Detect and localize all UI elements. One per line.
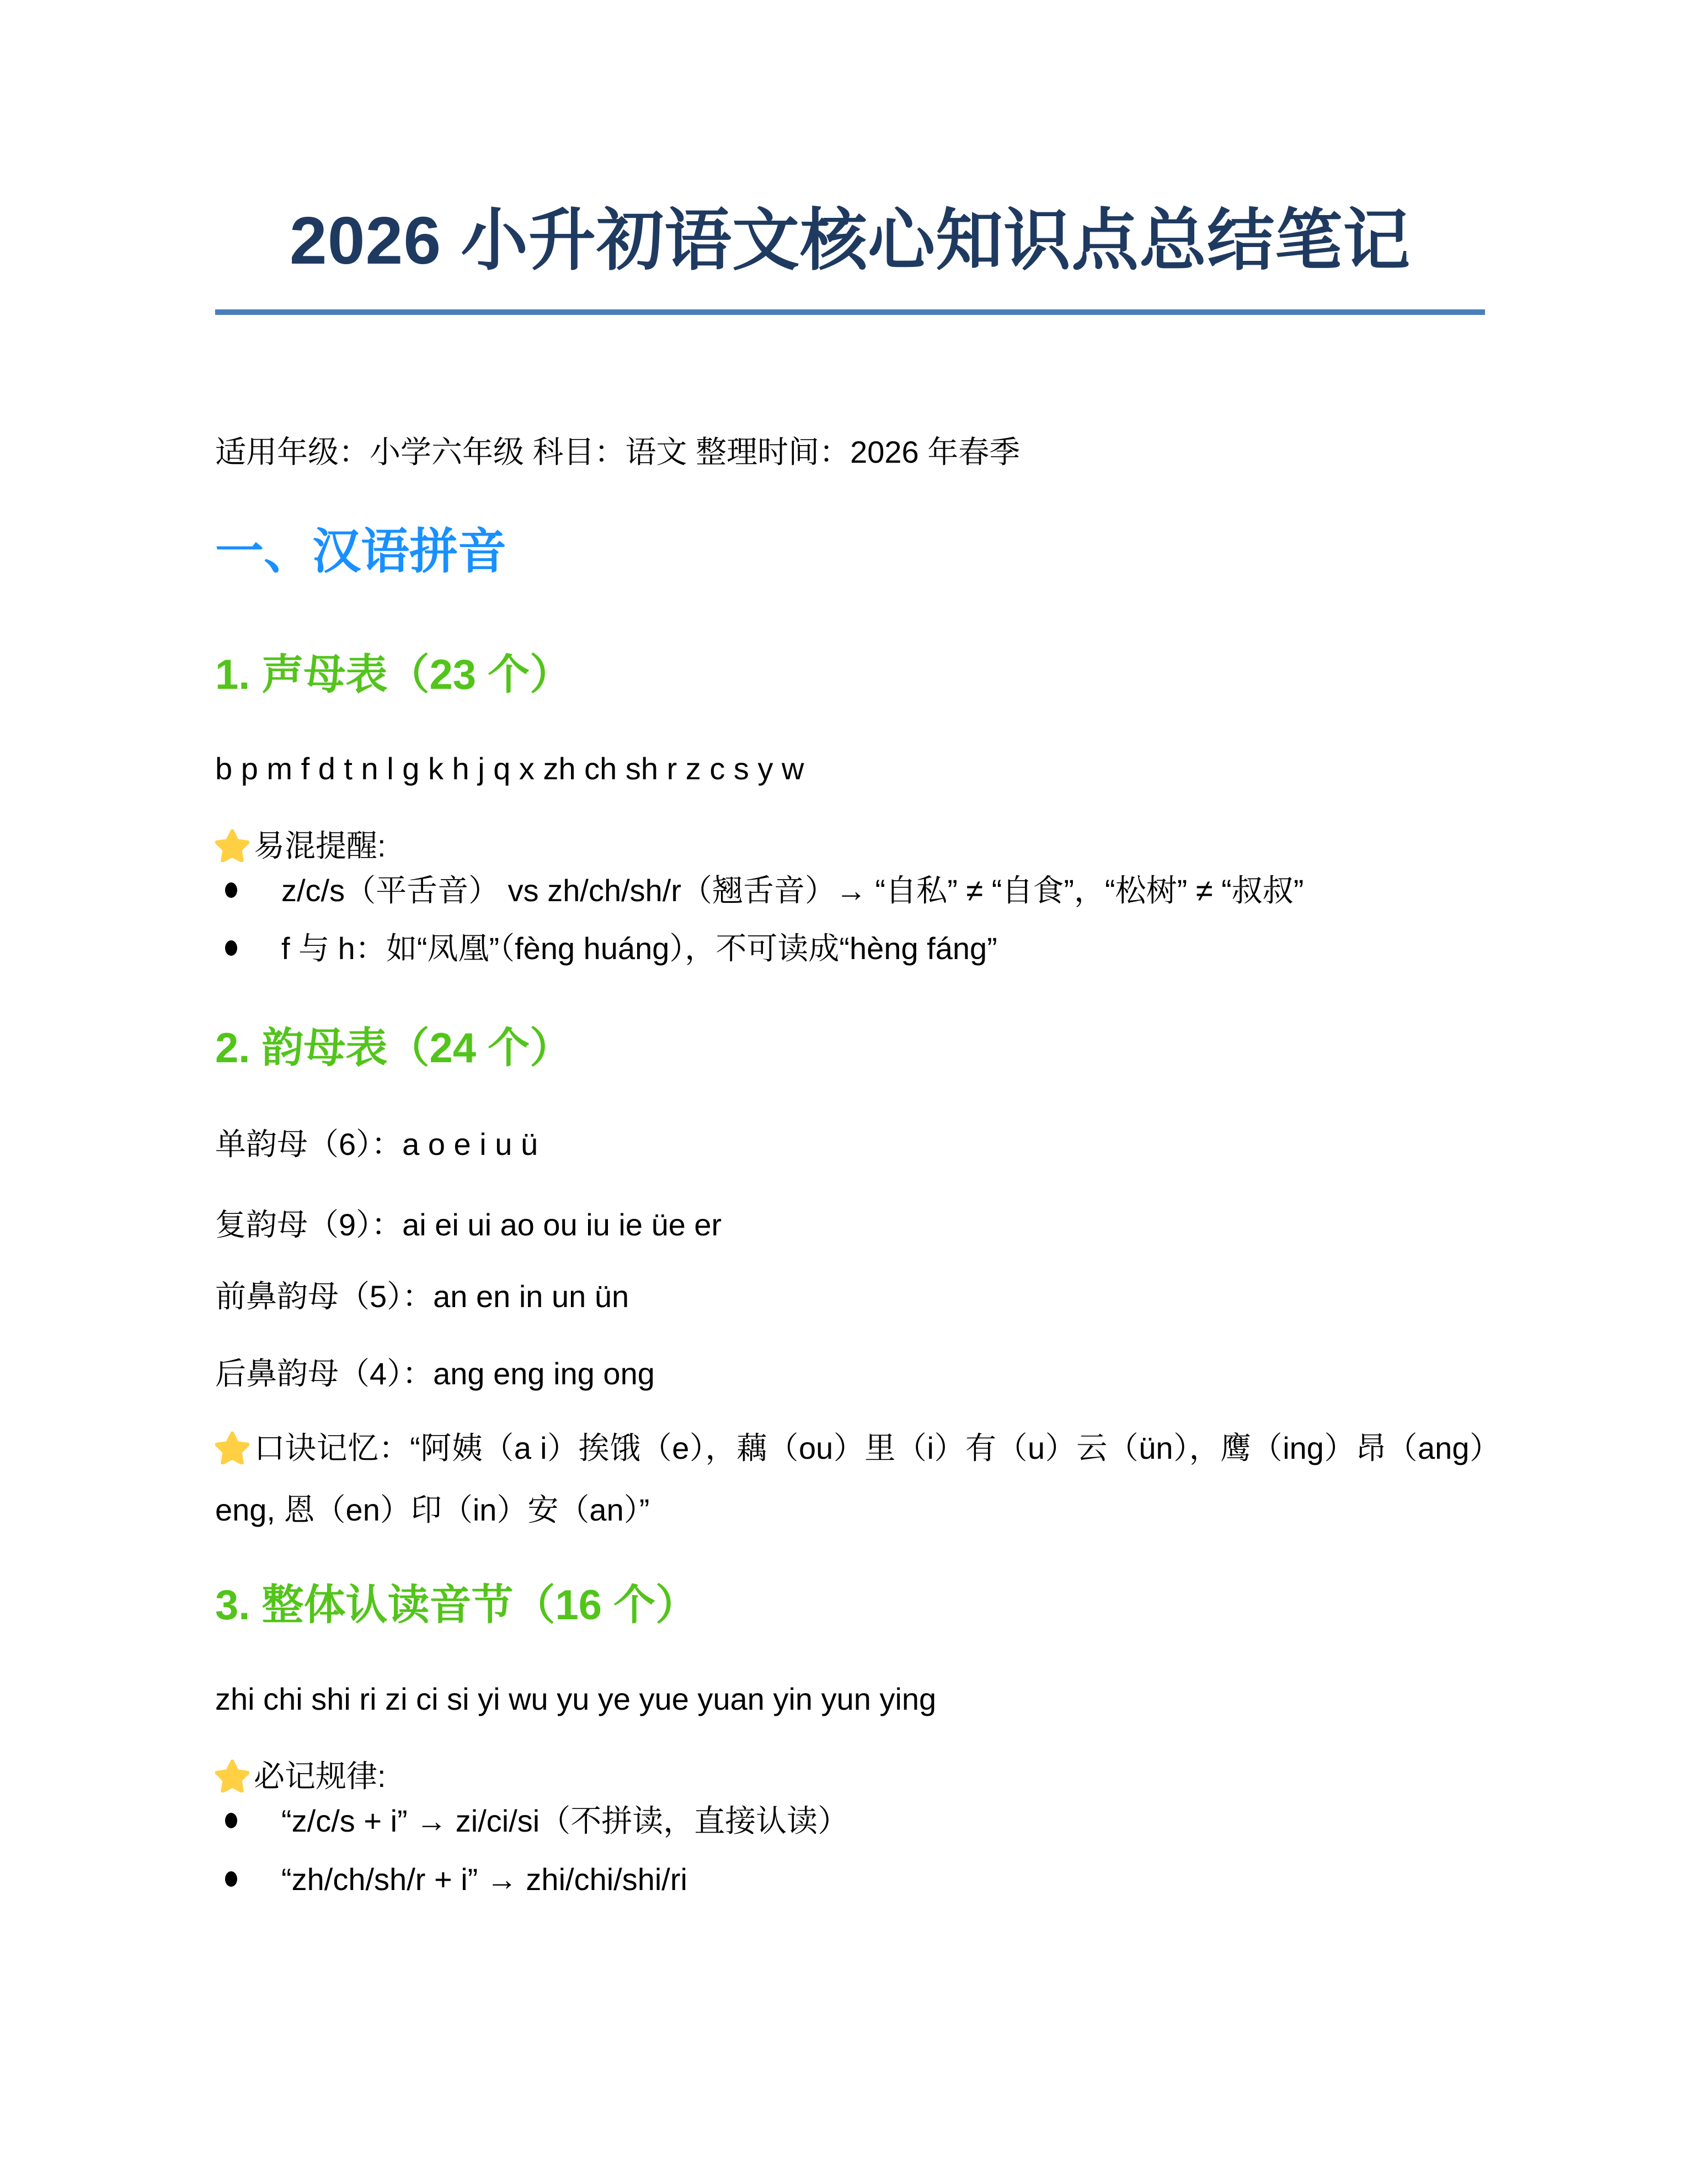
list-item-text: “zh/ch/sh/r + i” → zhi/chi/shi/ri [281, 1861, 687, 1897]
yunmu-mnemonic-line [215, 1417, 1485, 1541]
title-divider [215, 309, 1485, 315]
star-icon [215, 1758, 249, 1792]
zhengti-tip-label: 必记规律: [254, 1759, 386, 1794]
yunmu-line-qianbi: 前鼻韵母（5）：an en in un ün [215, 1278, 629, 1314]
shengmu-bullet-list [215, 868, 1485, 971]
shengmu-letters: b p m f d t n l g k h j q x zh ch sh r z c s y w [215, 751, 804, 786]
list-item-text: f 与 h：如“凤凰”（fèng huáng），不可读成“hèng fáng” [281, 931, 997, 966]
page-title: 2026 小升初语文核心知识点总结笔记 [289, 203, 1411, 278]
list-item [215, 1798, 1485, 1843]
list-item [215, 1857, 1485, 1902]
list-item [215, 926, 1485, 971]
zhengti-tip-line [215, 1754, 1485, 1798]
list-item-text: “z/c/s + i” → zi/ci/si（不拼读，直接认读） [281, 1803, 849, 1839]
star-icon [215, 828, 249, 862]
list-item-text: z/c/s（平舌音） vs zh/ch/sh/r（翘舌音）→ “自私” ≠ “自食”，“松树” ≠ “叔叔” [281, 873, 1304, 908]
subsection-heading-yunmu: 2. 韵母表（24 个） [215, 1024, 572, 1072]
zhengti-syllables: zhi chi shi ri zi ci si yi wu yu ye yue yuan yin yun ying [215, 1681, 937, 1716]
section-heading-hanyu-pinyin: 一、汉语拼音 [215, 523, 507, 579]
yunmu-line-fu: 复韵母（9）：ai ei ui ao ou iu ie üe er [215, 1207, 722, 1242]
yunmu-line-houbi: 后鼻韵母（4）：ang eng ing ong [215, 1356, 655, 1391]
subsection-heading-zhengti: 3. 整体认读音节（16 个） [215, 1582, 698, 1629]
meta-line: 适用年级：小学六年级 科目：语文 整理时间：2026 年春季 [215, 434, 1021, 469]
zhengti-bullet-list [215, 1798, 1485, 1901]
list-item [215, 868, 1485, 913]
star-icon [215, 1430, 249, 1464]
yunmu-line-dan: 单韵母（6）：a o e i u ü [215, 1127, 538, 1162]
shengmu-tip-line [215, 823, 1485, 868]
shengmu-tip-label: 易混提醒: [254, 828, 386, 864]
subsection-heading-shengmu: 1. 声母表（23 个） [215, 651, 572, 699]
yunmu-mnemonic-text: 口诀记忆：“阿姨（a i）挨饿（e），藕（ou）里（i）有（u）云（ün），鹰（ing）昂（ang）eng, 恩（en）印（in）安（an）” [215, 1431, 1485, 1528]
